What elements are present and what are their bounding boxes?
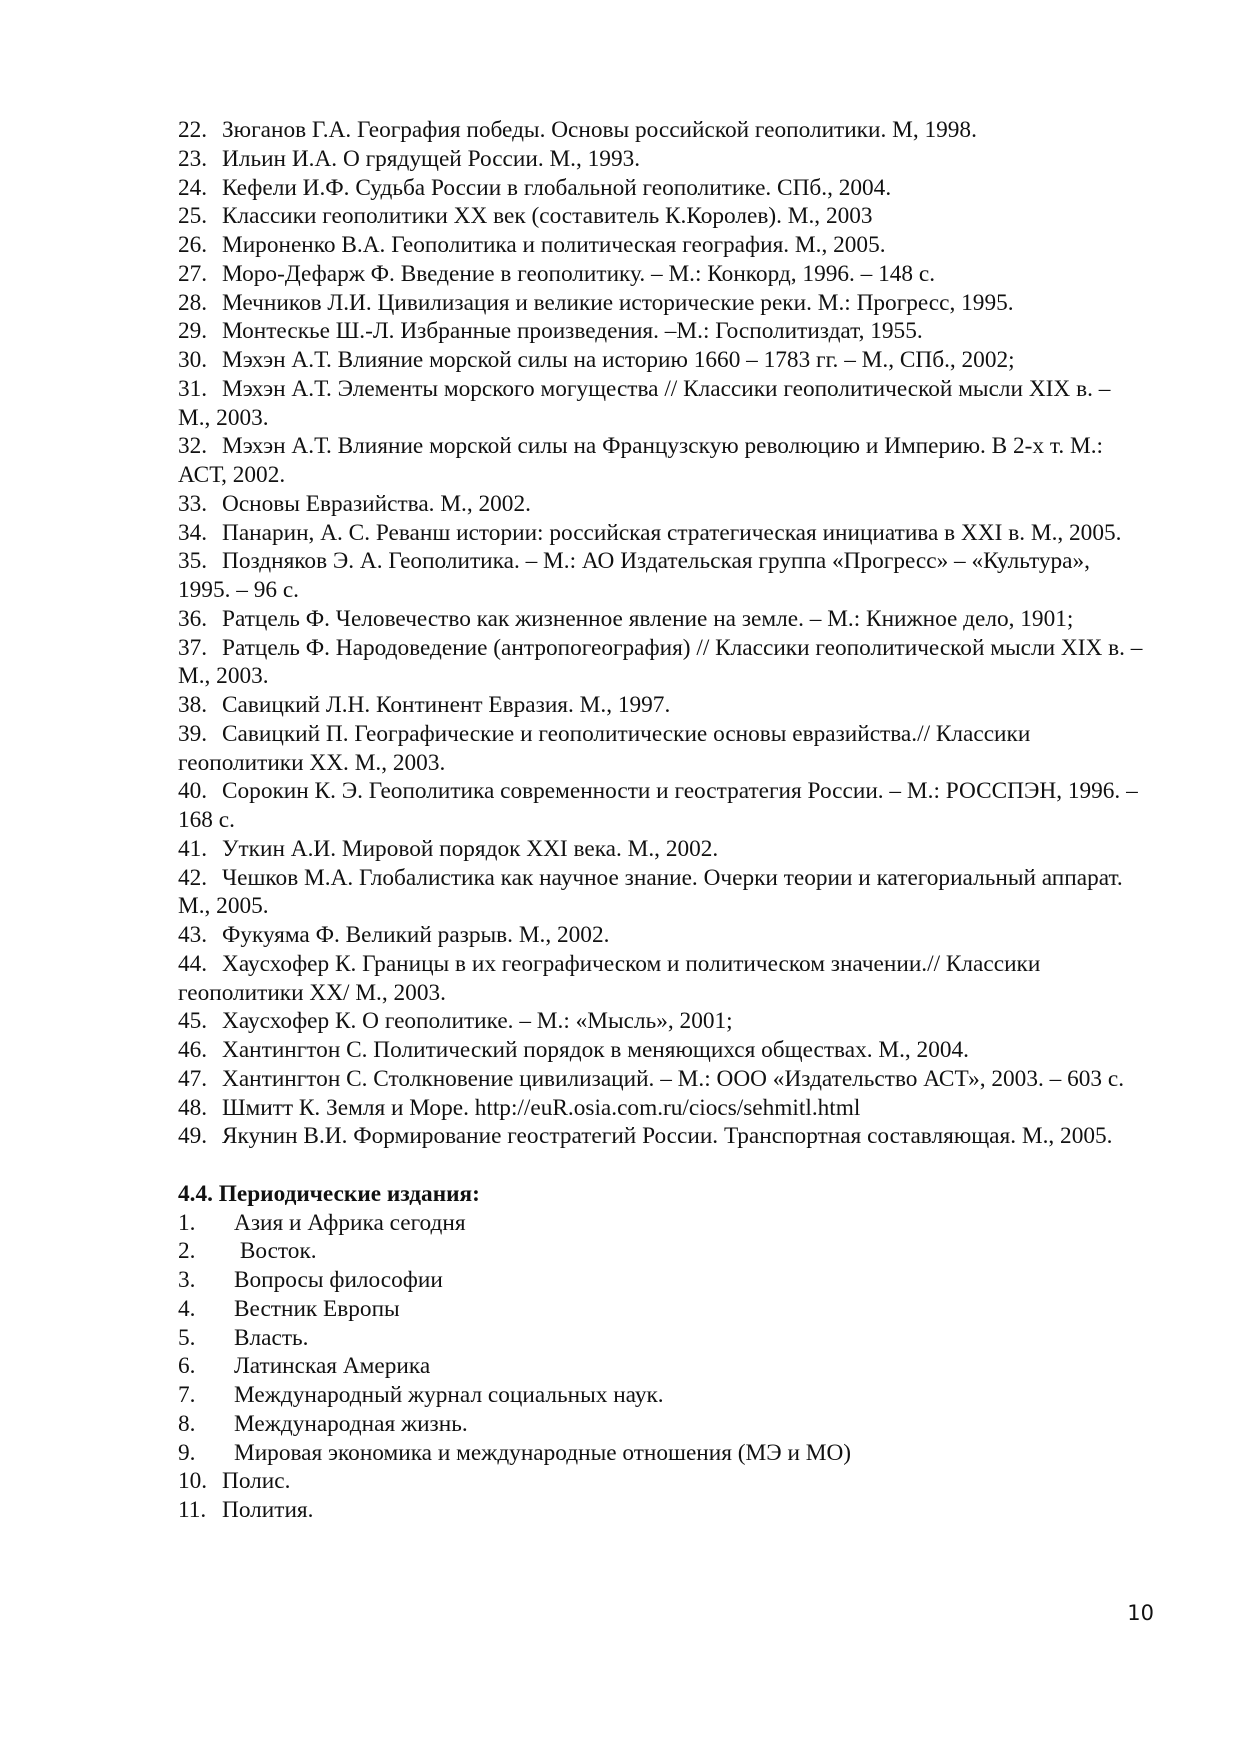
list-item	[178, 519, 1148, 548]
item-number: 33.	[178, 490, 208, 517]
list-item	[178, 116, 1148, 145]
item-text: Хантингтон С. Политический порядок в меняющихся обществах. М., 2004.	[222, 1037, 969, 1063]
item-number: 22.	[178, 117, 208, 143]
item-number: 40.	[178, 778, 208, 805]
item-text: Основы Евразийства. М., 2002.	[222, 490, 531, 517]
list-item	[178, 1266, 1148, 1295]
item-number: 9.	[178, 1439, 196, 1466]
list-item	[178, 1324, 1148, 1353]
item-text: Латинская Америка	[234, 1353, 431, 1380]
list-item	[178, 375, 1148, 433]
list-item	[178, 921, 1148, 950]
item-text: Панарин, А. С. Реванш истории: российская стратегическая инициатива в XXI в. М., 2005.	[222, 519, 1122, 546]
item-number: 24.	[178, 174, 208, 201]
item-number: 8.	[178, 1410, 196, 1437]
list-item	[178, 835, 1148, 864]
item-number: 37.	[178, 634, 208, 661]
list-item	[178, 864, 1148, 922]
list-item	[178, 432, 1148, 490]
item-text: Уткин А.И. Мировой порядок XXI века. М., 2002.	[222, 835, 719, 862]
item-number: 7.	[178, 1382, 196, 1408]
list-item	[178, 547, 1148, 605]
item-number: 2.	[178, 1238, 196, 1265]
item-text: Моро-Дефарж Ф. Введение в геополитику. – М.: Конкорд, 1996. – 148 с.	[222, 260, 936, 287]
item-text: Поздняков Э. А. Геополитика. – М.: АО Издательская группа «Прогресс» – «Культура», 1995. – 96 с.	[178, 548, 1090, 603]
list-item	[178, 289, 1148, 318]
list-item	[178, 174, 1148, 203]
item-number: 34.	[178, 519, 208, 546]
list-item	[178, 145, 1148, 174]
item-text: Мечников Л.И. Цивилизация и великие исторические реки. М.: Прогресс, 1995.	[222, 289, 1014, 316]
item-number: 48.	[178, 1094, 208, 1121]
item-number: 36.	[178, 605, 208, 632]
list-item	[178, 950, 1148, 1008]
item-text: Полития.	[222, 1497, 314, 1523]
page-number: 10	[1127, 1601, 1154, 1625]
list-item	[178, 691, 1148, 720]
item-number: 4.	[178, 1295, 196, 1322]
item-text: Ильин И.А. О грядущей России. М., 1993.	[222, 145, 641, 172]
item-text: Савицкий П. Географические и геополитические основы евразийства.// Классики геополитики XX. М., 2003.	[178, 720, 1031, 776]
item-number: 44.	[178, 950, 208, 977]
item-number: 6.	[178, 1353, 196, 1380]
list-item	[178, 202, 1148, 231]
list-item	[178, 634, 1148, 692]
list-item	[178, 1065, 1148, 1094]
bibliography-list	[178, 116, 1148, 1151]
item-text: Ратцель Ф. Человечество как жизненное явление на земле. – М.: Книжное дело, 1901;	[222, 605, 1074, 632]
item-number: 30.	[178, 347, 208, 373]
item-text: Международная жизнь.	[234, 1410, 468, 1437]
periodicals-list	[178, 1209, 1148, 1525]
item-text: Сорокин К. Э. Геополитика современности и геостратегия России. – М.: РОССПЭН, 1996. – 168 с.	[178, 778, 1138, 833]
item-number: 10.	[178, 1468, 208, 1495]
item-number: 38.	[178, 692, 208, 718]
item-text: Зюганов Г.А. География победы. Основы российской геополитики. М, 1998.	[222, 117, 977, 143]
item-number: 5.	[178, 1324, 196, 1351]
list-item	[178, 260, 1148, 289]
list-item	[178, 1295, 1148, 1324]
item-text: Мэхэн А.Т. Влияние морской силы на Французскую революцию и Империю. В 2-х т. М.: АСТ, 2002.	[178, 433, 1103, 488]
item-text: Кефели И.Ф. Судьба России в глобальной геополитике. СПб., 2004.	[222, 174, 892, 201]
item-text: Международный журнал социальных наук.	[234, 1382, 664, 1408]
list-item	[178, 1209, 1148, 1238]
list-item	[178, 1381, 1148, 1410]
list-item	[178, 1122, 1148, 1151]
list-item	[178, 1036, 1148, 1065]
list-item	[178, 1237, 1148, 1266]
list-item	[178, 1410, 1148, 1439]
item-number: 11.	[178, 1497, 207, 1523]
item-number: 28.	[178, 289, 208, 316]
document-page	[178, 116, 1148, 1525]
item-number: 49.	[178, 1123, 208, 1150]
list-item	[178, 346, 1148, 375]
list-item	[178, 1496, 1148, 1525]
item-text: Фукуяма Ф. Великий разрыв. М., 2002.	[222, 922, 610, 948]
item-text: Монтескье Ш.-Л. Избранные произведения. –М.: Госполитиздат, 1955.	[222, 318, 923, 345]
item-text: Вестник Европы	[234, 1295, 400, 1322]
list-item	[178, 317, 1148, 346]
item-text: Якунин В.И. Формирование геостратегий России. Транспортная составляющая. М., 2005.	[222, 1123, 1113, 1150]
list-item	[178, 231, 1148, 260]
item-number: 39.	[178, 720, 208, 747]
item-text: Савицкий Л.Н. Континент Евразия. М., 1997.	[222, 692, 671, 718]
section-heading: 4.4. Периодические издания:	[178, 1180, 480, 1207]
item-number: 43.	[178, 922, 208, 948]
item-number: 3.	[178, 1267, 196, 1293]
item-number: 27.	[178, 260, 208, 287]
item-text: Вопросы философии	[234, 1267, 443, 1293]
item-number: 23.	[178, 145, 208, 172]
list-item	[178, 777, 1148, 835]
list-item	[178, 490, 1148, 519]
item-number: 26.	[178, 232, 208, 258]
item-text: Мэхэн А.Т. Влияние морской силы на историю 1660 – 1783 гг. – М., СПб., 2002;	[222, 347, 1015, 373]
item-text: Власть.	[234, 1324, 309, 1351]
item-text: Хаусхофер К. Границы в их географическом и политическом значении.// Классики геополитики XX/ М., 2003.	[178, 950, 1041, 1006]
item-number: 41.	[178, 835, 208, 862]
item-text: Мироненко В.А. Геополитика и политическая география. М., 2005.	[222, 232, 886, 258]
item-text: Полис.	[222, 1468, 291, 1495]
item-number: 42.	[178, 864, 208, 891]
list-item	[178, 1094, 1148, 1123]
item-text: Мэхэн А.Т. Элементы морского могущества // Классики геополитической мысли XIX в. – М., 2003.	[178, 375, 1111, 431]
item-number: 32.	[178, 433, 208, 460]
item-text: Классики геополитики XX век (составитель К.Королев). М., 2003	[222, 203, 873, 230]
item-number: 45.	[178, 1008, 208, 1035]
list-item	[178, 1467, 1148, 1496]
list-item	[178, 1007, 1148, 1036]
item-text: Азия и Африка сегодня	[234, 1209, 466, 1236]
item-text: Хантингтон С. Столкновение цивилизаций. – М.: ООО «Издательство АСТ», 2003. – 603 с.	[222, 1065, 1125, 1092]
item-number: 25.	[178, 203, 208, 230]
item-number: 35.	[178, 548, 208, 575]
list-item	[178, 1439, 1148, 1468]
list-item	[178, 605, 1148, 634]
item-text: Мировая экономика и международные отношения (МЭ и МО)	[234, 1439, 852, 1466]
item-text: Ратцель Ф. Народоведение (антропогеография) // Классики геополитической мысли XIX в. – М., 2003.	[178, 634, 1143, 690]
item-number: 29.	[178, 318, 208, 345]
list-item	[178, 720, 1148, 778]
item-number: 1.	[178, 1209, 196, 1236]
item-text: Чешков М.А. Глобалистика как научное знание. Очерки теории и категориальный аппарат. М., 2005.	[178, 864, 1123, 920]
item-number: 46.	[178, 1037, 208, 1063]
item-text: Восток.	[234, 1238, 317, 1265]
item-text: Хаусхофер К. О геополитике. – М.: «Мысль», 2001;	[222, 1008, 733, 1035]
item-number: 31.	[178, 375, 208, 402]
item-text: Шмитт К. Земля и Море. http://euR.osia.com.ru/ciocs/sehmitl.html	[222, 1094, 861, 1121]
list-item	[178, 1352, 1148, 1381]
item-number: 47.	[178, 1065, 208, 1092]
